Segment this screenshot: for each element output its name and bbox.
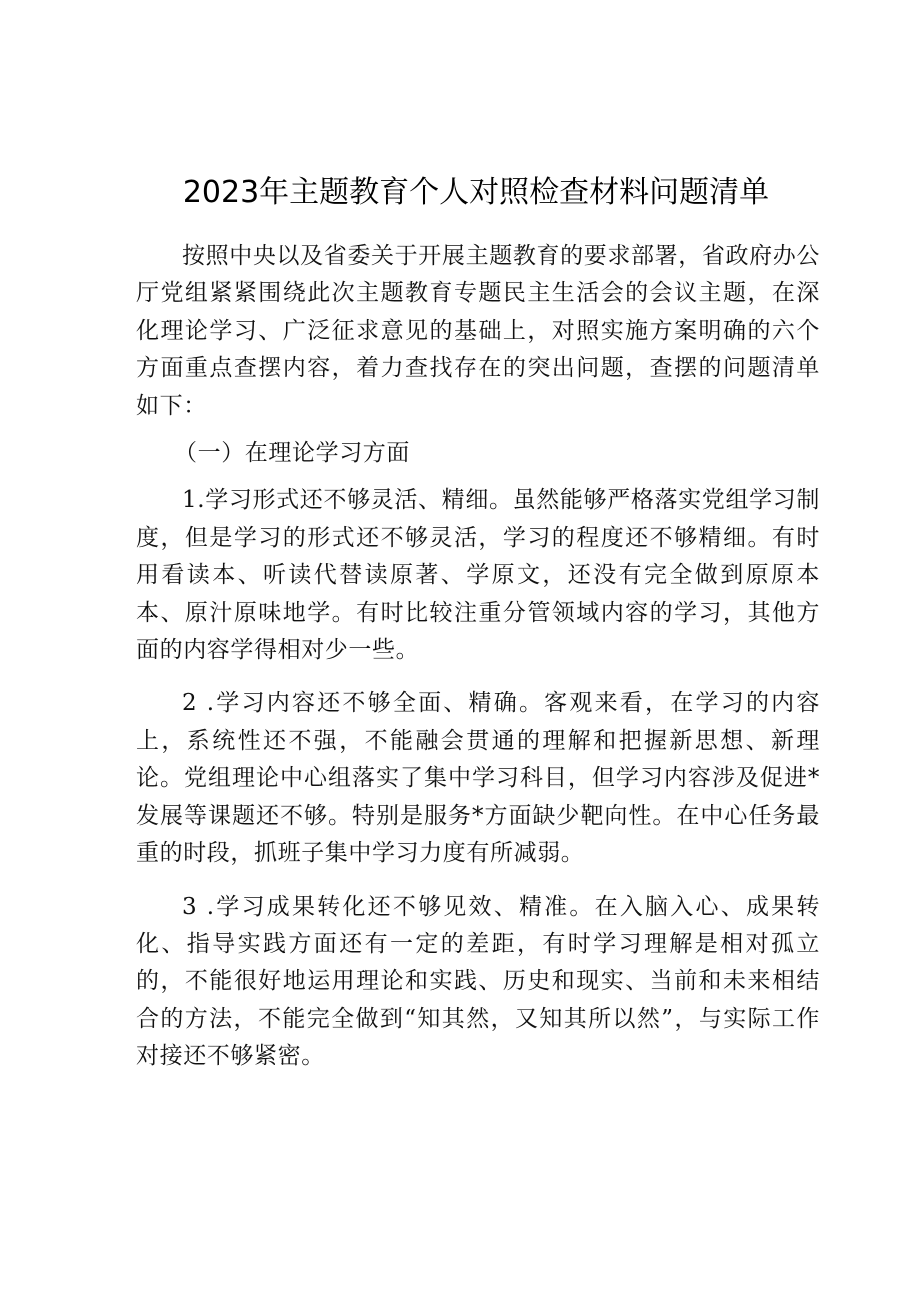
section-heading-theory-study: （一）在理论学习方面 (174, 440, 410, 467)
list-item-3: 3 .学习成果转化还不够见效、精准。在入脑入心、成果转化、指导实践方面还有一定的差距，有时学习理解是相对孤立的，不能很好地运用理论和实践、历史和现实、当前和未来相结合的方法，不能完全做到“知其然，又知其所以然”，与实际工作对接还不够紧密。 (136, 893, 820, 1070)
list-item-1: 1.学习形式还不够灵活、精细。虽然能够严格落实党组学习制度，但是学习的形式还不够灵活，学习的程度还不够精细。有时用看读本、听读代替读原著、学原文，还没有完全做到原原本本、原汁原味地学。有时比较注重分管领域内容的学习，其他方面的内容学得相对少一些。 (136, 487, 820, 664)
list-item-2: 2 .学习内容还不够全面、精确。客观来看，在学习的内容上，系统性还不强，不能融会贯通的理解和把握新思想、新理论。党组理论中心组落实了集中学习科目，但学习内容涉及促进*发展等课题还不够。特别是服务*方面缺少靶向性。在中心任务最重的时段，抓班子集中学习力度有所减弱。 (136, 690, 820, 867)
intro-paragraph: 按照中央以及省委关于开展主题教育的要求部署，省政府办公厅党组紧紧围绕此次主题教育专题民主生活会的会议主题，在深化理论学习、广泛征求意见的基础上，对照实施方案明确的六个方面重点查摆内容，着力查找存在的突出问题，查摆的问题清单如下： (136, 243, 820, 419)
document-title: 2023年主题教育个人对照检查材料问题清单 (182, 175, 770, 210)
